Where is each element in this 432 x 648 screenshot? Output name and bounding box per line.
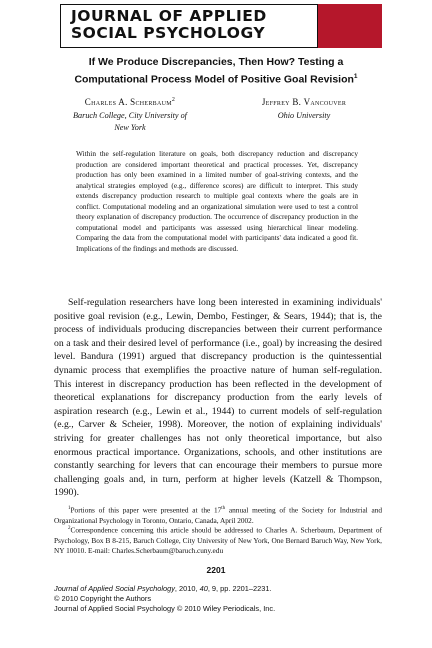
- title-line1: If We Produce Discrepancies, Then How? Testing a: [88, 56, 344, 68]
- abstract: Within the self-regulation literature on goals, both discrepancy reduction and discrepancy production are considered important theoretical and practical processes. Yet, discrepancy production has only been examined in a limited number of goal-striving contexts, and the analytical strategies employed (e.g., difference scores) are difficult to interpret. This study extends discrepancy production research to multiple goal contexts where the goals are in conflict. Computational modeling and an organizational simulation were used to test a control theory explanation of discrepancy production. The occurrence of discrepancy production in the computational model and participants was assessed using hierarchical linear modeling. Comparing the data from the computational model with participants' data indicated a good fit. Implications of the findings and methods are discussed.: [76, 149, 358, 253]
- citation-volume: 40: [199, 584, 208, 593]
- footnote-2-mark: 2: [68, 526, 71, 531]
- journal-name: [71, 8, 267, 42]
- author-2-affiliation-line1: Ohio University: [277, 111, 331, 120]
- footnote-1-mark: 1: [68, 506, 71, 511]
- footnote-1: [54, 504, 382, 526]
- author-2-name: [238, 97, 370, 107]
- citation-details-start: , 2010,: [174, 584, 200, 593]
- citation-details-end: , 9, pp. 2201–2231.: [207, 584, 272, 593]
- title-line2-wrap: [40, 70, 392, 87]
- citation-line: [54, 584, 394, 595]
- author-1-affiliation-line2: New York: [114, 123, 146, 132]
- author-1-name-text: Charles A. Scherbaum: [84, 97, 172, 107]
- citation-journal: Journal of Applied Social Psychology: [54, 584, 175, 593]
- journal-name-line2: SOCIAL PSYCHOLOGY: [71, 24, 266, 42]
- page-number: 2201: [206, 565, 226, 575]
- body-paragraph: Self-regulation researchers have long been interested in examining individuals' positive goal revision (e.g., Lewin, Dembo, Festinger, & Sears, 1944); that is, the process of individuals producing discrepancies between their current performance on a task and their desired level of performance (i.e., goal) by increasing the desired level. Bandura (1991) argued that discrepancy production is the quintessential dynamic process that exemplifies the proactive nature of human self-regulation. This interest in discrepancy production has been reflected in the development of theoretical explanations for discrepancy production from the early levels of aspiration research (e.g., Lewin et al., 1944) to current models of self-regulation (e.g., Carver & Scheier, 1998). Moreover, the notion of explaining individuals' striving for greater challenges has not only theoretical importance, but also enormous practical importance. Organizations, schools, and other institutions are constantly searching for levers that can encourage their members to pursue more challenging goals and, in turn, perform at higher levels (Katzell & Thompson, 1990).: [54, 297, 382, 499]
- footnote-1-text-start: Portions of this paper were presented at the 17: [70, 505, 222, 515]
- title-line2: Computational Process Model of Positive Goal Revision: [74, 73, 354, 85]
- footnote-1-ordinal: th: [221, 506, 226, 511]
- copyright-line-1: © 2010 Copyright the Authors: [54, 594, 152, 603]
- author-1-affiliation: [58, 110, 202, 134]
- journal-banner: [60, 4, 382, 48]
- footnote-2: [54, 524, 382, 556]
- author-2-name-text: Jeffrey B. Vancouver: [261, 97, 347, 107]
- author-1-affiliation-line1: Baruch College, City University of: [73, 111, 187, 120]
- author-1-footnote-mark: 2: [171, 97, 176, 103]
- title-footnote-mark: 1: [353, 72, 358, 80]
- journal-banner-box: [60, 4, 318, 48]
- journal-name-line1: JOURNAL OF APPLIED: [71, 7, 267, 25]
- author-1-name: [64, 97, 196, 107]
- copyright-line-2: Journal of Applied Social Psychology © 2010 Wiley Periodicals, Inc.: [54, 604, 276, 613]
- journal-banner-accent: [318, 4, 382, 48]
- article-title: [40, 56, 392, 87]
- footnote-1-text-end: annual meeting of the Society for Industrial and Organizational Psychology in Toronto, Ontario, Canada, April 2002.: [54, 505, 382, 525]
- footnote-2-text: Correspondence concerning this article should be addressed to Charles A. Scherbaum, Department of Psychology, Box B 8-215, Baruch College, City University of New York, One Bernard Baruch Way, New York, NY 10010. E-mail: Charles.Scherbaum@baruch.cuny.edu: [54, 525, 382, 556]
- author-2-affiliation: [238, 110, 370, 122]
